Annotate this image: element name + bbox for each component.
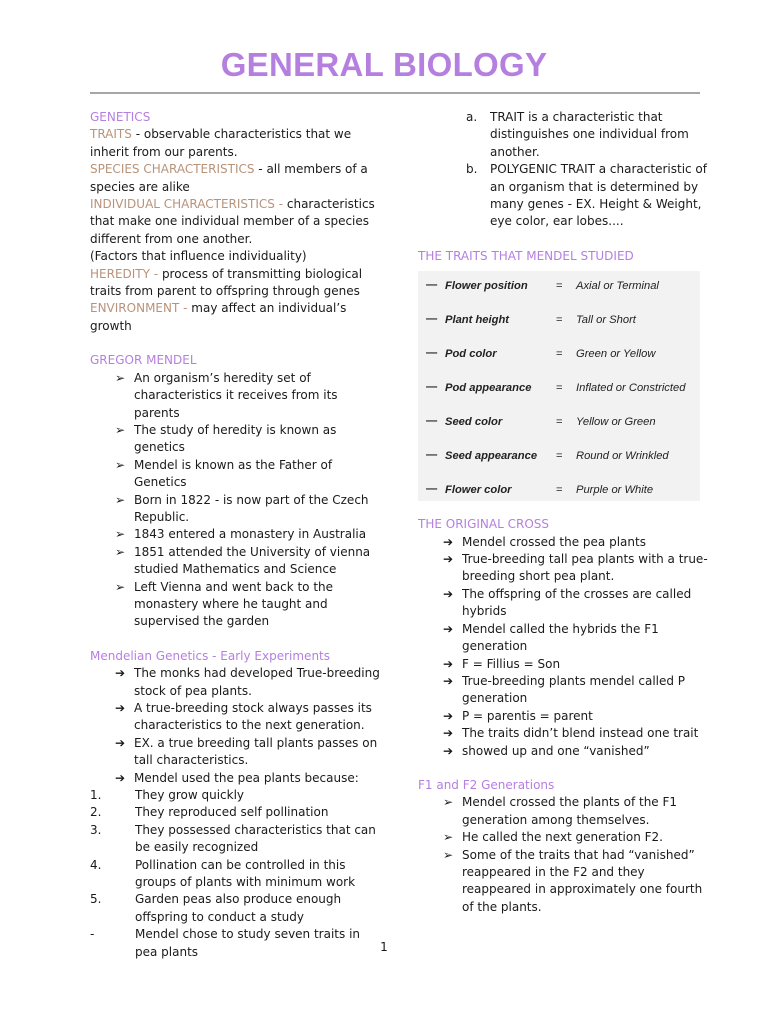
list-number: 1. (90, 788, 102, 803)
list-item: ➔ A true-breeding stock always passes its characteristics to the next generation. (115, 701, 372, 733)
reasons-list (90, 787, 380, 961)
list-number: 5. (90, 892, 102, 907)
table-row: — Seed appearance = Round or Wrinkled (418, 445, 700, 465)
original-cross-list (418, 534, 708, 760)
triangle-bullet-icon: ➢ (115, 457, 126, 472)
mendel-list (90, 370, 380, 631)
traits-definition (90, 126, 380, 161)
dash-icon: — (426, 347, 438, 360)
dash-icon: — (426, 313, 438, 326)
triangle-bullet-icon: ➢ (115, 544, 126, 559)
list-item: 5. Garden peas also produce enough offspring to conduct a study (90, 892, 342, 924)
triangle-bullet-icon: ➢ (115, 527, 126, 542)
genetics-heading: GENETICS (90, 110, 151, 124)
dash-icon: — (426, 415, 438, 428)
triangle-bullet-icon: ➢ (115, 579, 126, 594)
list-number: - (90, 927, 95, 942)
arrow-bullet-icon: ➔ (443, 708, 454, 723)
f1-f2-list (418, 794, 708, 916)
arrow-bullet-icon: ➔ (115, 666, 126, 681)
early-experiments-heading: Mendelian Genetics - Early Experiments (90, 648, 331, 663)
factors-note: (Factors that influence individuality) (90, 249, 307, 264)
triangle-bullet-icon: ➢ (115, 370, 126, 385)
list-item: ➔ The traits didn’t blend instead one trait (418, 725, 708, 742)
traits-table-heading: THE TRAITS THAT MENDEL STUDIED (418, 248, 634, 263)
arrow-bullet-icon: ➔ (443, 621, 454, 636)
list-item: - Mendel chose to study seven traits in pea plants (90, 927, 361, 959)
heredity-definition (90, 266, 380, 301)
list-item: ➢ The study of heredity is known as genetics (115, 422, 337, 455)
arrow-bullet-icon: ➔ (443, 656, 454, 671)
triangle-bullet-icon: ➢ (443, 795, 454, 810)
heredity-term: HEREDITY - (90, 266, 162, 281)
list-item: ➔ P = parentis = parent (418, 708, 708, 725)
table-row: — Flower color = Purple or White (418, 479, 700, 499)
traits-term: TRAITS (90, 127, 132, 142)
list-item: ➔ F = Fillius = Son (418, 656, 708, 673)
species-term: SPECIES CHARACTERISTICS (90, 162, 255, 177)
environment-text: may affect an individual’s growth (90, 301, 347, 333)
original-cross-heading: THE ORIGINAL CROSS (418, 517, 549, 532)
arrow-bullet-icon: ➔ (443, 586, 454, 601)
dash-icon: — (426, 279, 438, 292)
species-definition (90, 161, 380, 196)
dash-icon: — (426, 483, 438, 496)
list-item: ➔ EX. a true breeding tall plants passes on tall characteristics. (115, 735, 378, 768)
table-row: — Seed color = Yellow or Green (418, 411, 700, 431)
list-item: 3. They possessed characteristics that can be easily recognized (90, 822, 376, 855)
list-item: ➢ Left Vienna and went back to the monastery where he taught and supervised the garden (115, 579, 334, 629)
triangle-bullet-icon: ➢ (443, 830, 454, 845)
arrow-bullet-icon: ➔ (443, 673, 454, 688)
table-row: — Plant height = Tall or Short (418, 309, 700, 329)
left-column (90, 109, 380, 961)
table-row: — Flower position = Axial or Terminal (418, 275, 700, 295)
page-number: 1 (380, 940, 388, 954)
table-row: — Pod appearance = Inflated or Constricted (418, 377, 700, 397)
individual-definition (90, 196, 380, 248)
triangle-bullet-icon: ➢ (115, 422, 126, 437)
list-number: 3. (90, 822, 102, 837)
list-item: 1. They grow quickly (90, 787, 380, 804)
definitions-list (418, 109, 708, 231)
traits-table (418, 271, 700, 501)
list-letter: a. (466, 110, 478, 124)
list-item: ➔ True-breeding tall pea plants with a true-breeding short pea plant. (443, 552, 708, 584)
list-letter: b. (466, 162, 478, 177)
dash-icon: — (426, 449, 438, 462)
list-item: b. POLYGENIC TRAIT a characteristic of an organism that is determined by many genes - EX. Height & Weight, eye color, ear lobes.... (466, 162, 708, 229)
arrow-bullet-icon: ➔ (443, 534, 454, 549)
list-item: ➔ True-breeding plants mendel called P generation (443, 673, 686, 706)
list-item: ➢ An organism’s heredity set of characteristics it receives from its parents (115, 370, 338, 420)
page-title: GENERAL BIOLOGY (220, 46, 548, 83)
arrow-bullet-icon: ➔ (443, 743, 454, 758)
arrow-bullet-icon: ➔ (115, 735, 126, 750)
list-item: ➢ 1851 attended the University of vienna studied Mathematics and Science (115, 544, 371, 577)
right-column (418, 109, 708, 916)
list-item: ➔ Mendel crossed the pea plants (418, 534, 708, 551)
early-experiments-list (90, 665, 380, 787)
triangle-bullet-icon: ➢ (115, 492, 126, 507)
list-item: ➔ showed up and one “vanished” (418, 743, 708, 760)
list-item: ➔ The monks had developed True-breeding stock of pea plants. (115, 666, 380, 698)
list-number: 2. (90, 805, 102, 820)
list-item: ➢ 1843 entered a monastery in Australia (90, 526, 380, 543)
table-row: — Pod color = Green or Yellow (418, 343, 700, 363)
f1-f2-heading: F1 and F2 Generations (418, 777, 555, 792)
list-item: ➢ Born in 1822 - is now part of the Czech Republic. (115, 492, 369, 524)
dash-icon: — (426, 381, 438, 394)
arrow-bullet-icon: ➔ (443, 726, 454, 741)
triangle-bullet-icon: ➢ (443, 847, 454, 862)
traits-text: - observable characteristics that we inherit from our parents. (90, 127, 352, 159)
list-item: ➢ Some of the traits that had “vanished” reappeared in the F2 and they reappeared in approximately one fourth of the plants. (443, 847, 703, 914)
title-divider (90, 92, 700, 94)
species-text: - all members of a species are alike (90, 162, 368, 194)
list-item: ➢ He called the next generation F2. (418, 829, 708, 846)
arrow-bullet-icon: ➔ (443, 552, 454, 567)
arrow-bullet-icon: ➔ (115, 701, 126, 715)
arrow-bullet-icon: ➔ (115, 770, 126, 785)
list-item: ➢ Mendel is known as the Father of Genetics (115, 457, 333, 490)
individual-text: characteristics that make one individual member of a species different from one another. (90, 197, 375, 246)
list-item: a. TRAIT is a characteristic that distinguishes one individual from another. (466, 110, 689, 159)
heredity-text: process of transmitting biological traits from parent to offspring through genes (90, 266, 363, 299)
list-item: ➔ Mendel used the pea plants because: (90, 770, 380, 787)
environment-term: ENVIRONMENT - (90, 301, 192, 316)
list-item: 2. They reproduced self pollination (90, 804, 380, 821)
list-item: ➔ Mendel called the hybrids the F1 generation (443, 621, 659, 654)
individual-term: INDIVIDUAL CHARACTERISTICS - (90, 197, 287, 212)
list-item: 4. Pollination can be controlled in this groups of plants with minimum work (90, 857, 356, 890)
mendel-heading: GREGOR MENDEL (90, 353, 197, 368)
list-item: ➔ The offspring of the crosses are called hybrids (443, 586, 692, 619)
list-item: ➢ Mendel crossed the plants of the F1 generation among themselves. (443, 795, 678, 827)
environment-definition (90, 300, 380, 335)
list-number: 4. (90, 857, 102, 872)
